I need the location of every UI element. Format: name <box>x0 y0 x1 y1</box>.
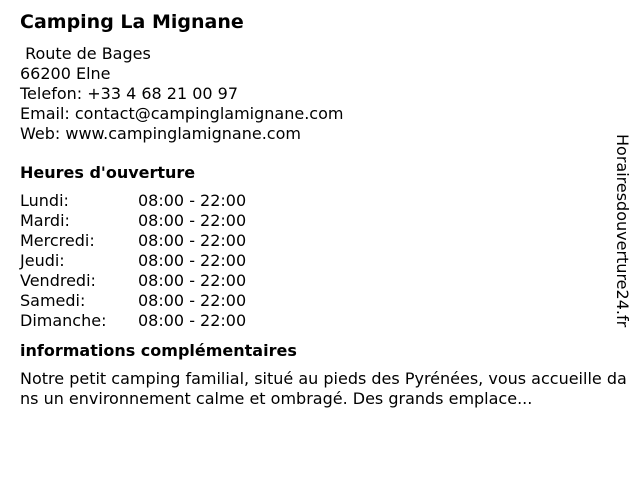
info-description: Notre petit camping familial, situé au pieds des Pyrénées, vous accueille dans un environnement calme et ombragé. Des grands emplace... <box>20 369 627 408</box>
hours-row-thursday <box>20 251 628 271</box>
day-label: Vendredi: <box>20 271 96 290</box>
site-watermark: Horairesdouverture24.fr <box>613 134 632 328</box>
address-block <box>20 44 628 144</box>
hours-row-monday <box>20 191 628 211</box>
hours-row-sunday <box>20 311 628 331</box>
email-address: Email: contact@campinglamignane.com <box>20 104 344 123</box>
hours-row-saturday <box>20 291 628 311</box>
day-label: Dimanche: <box>20 311 107 330</box>
time-range: 08:00 - 22:00 <box>138 311 247 330</box>
day-label: Jeudi: <box>20 251 65 270</box>
listing-card <box>20 10 628 409</box>
postal-city: 66200 Elne <box>20 64 111 83</box>
day-label: Mercredi: <box>20 231 95 250</box>
day-label: Mardi: <box>20 211 70 230</box>
hours-row-friday <box>20 271 628 291</box>
time-range: 08:00 - 22:00 <box>138 251 247 270</box>
time-range: 08:00 - 22:00 <box>138 271 247 290</box>
hours-heading: Heures d'ouverture <box>20 163 196 182</box>
day-label: Samedi: <box>20 291 86 310</box>
time-range: 08:00 - 22:00 <box>138 291 247 310</box>
info-heading: informations complémentaires <box>20 341 297 360</box>
phone-number: Telefon: +33 4 68 21 00 97 <box>20 84 239 103</box>
time-range: 08:00 - 22:00 <box>138 231 247 250</box>
page-title: Camping La Mignane <box>20 11 244 33</box>
street-address: Route de Bages <box>20 44 151 63</box>
hours-row-wednesday <box>20 231 628 251</box>
hours-table <box>20 191 628 331</box>
day-label: Lundi: <box>20 191 69 210</box>
time-range: 08:00 - 22:00 <box>138 191 247 210</box>
time-range: 08:00 - 22:00 <box>138 211 247 230</box>
website-address: Web: www.campinglamignane.com <box>20 124 301 143</box>
hours-row-tuesday <box>20 211 628 231</box>
